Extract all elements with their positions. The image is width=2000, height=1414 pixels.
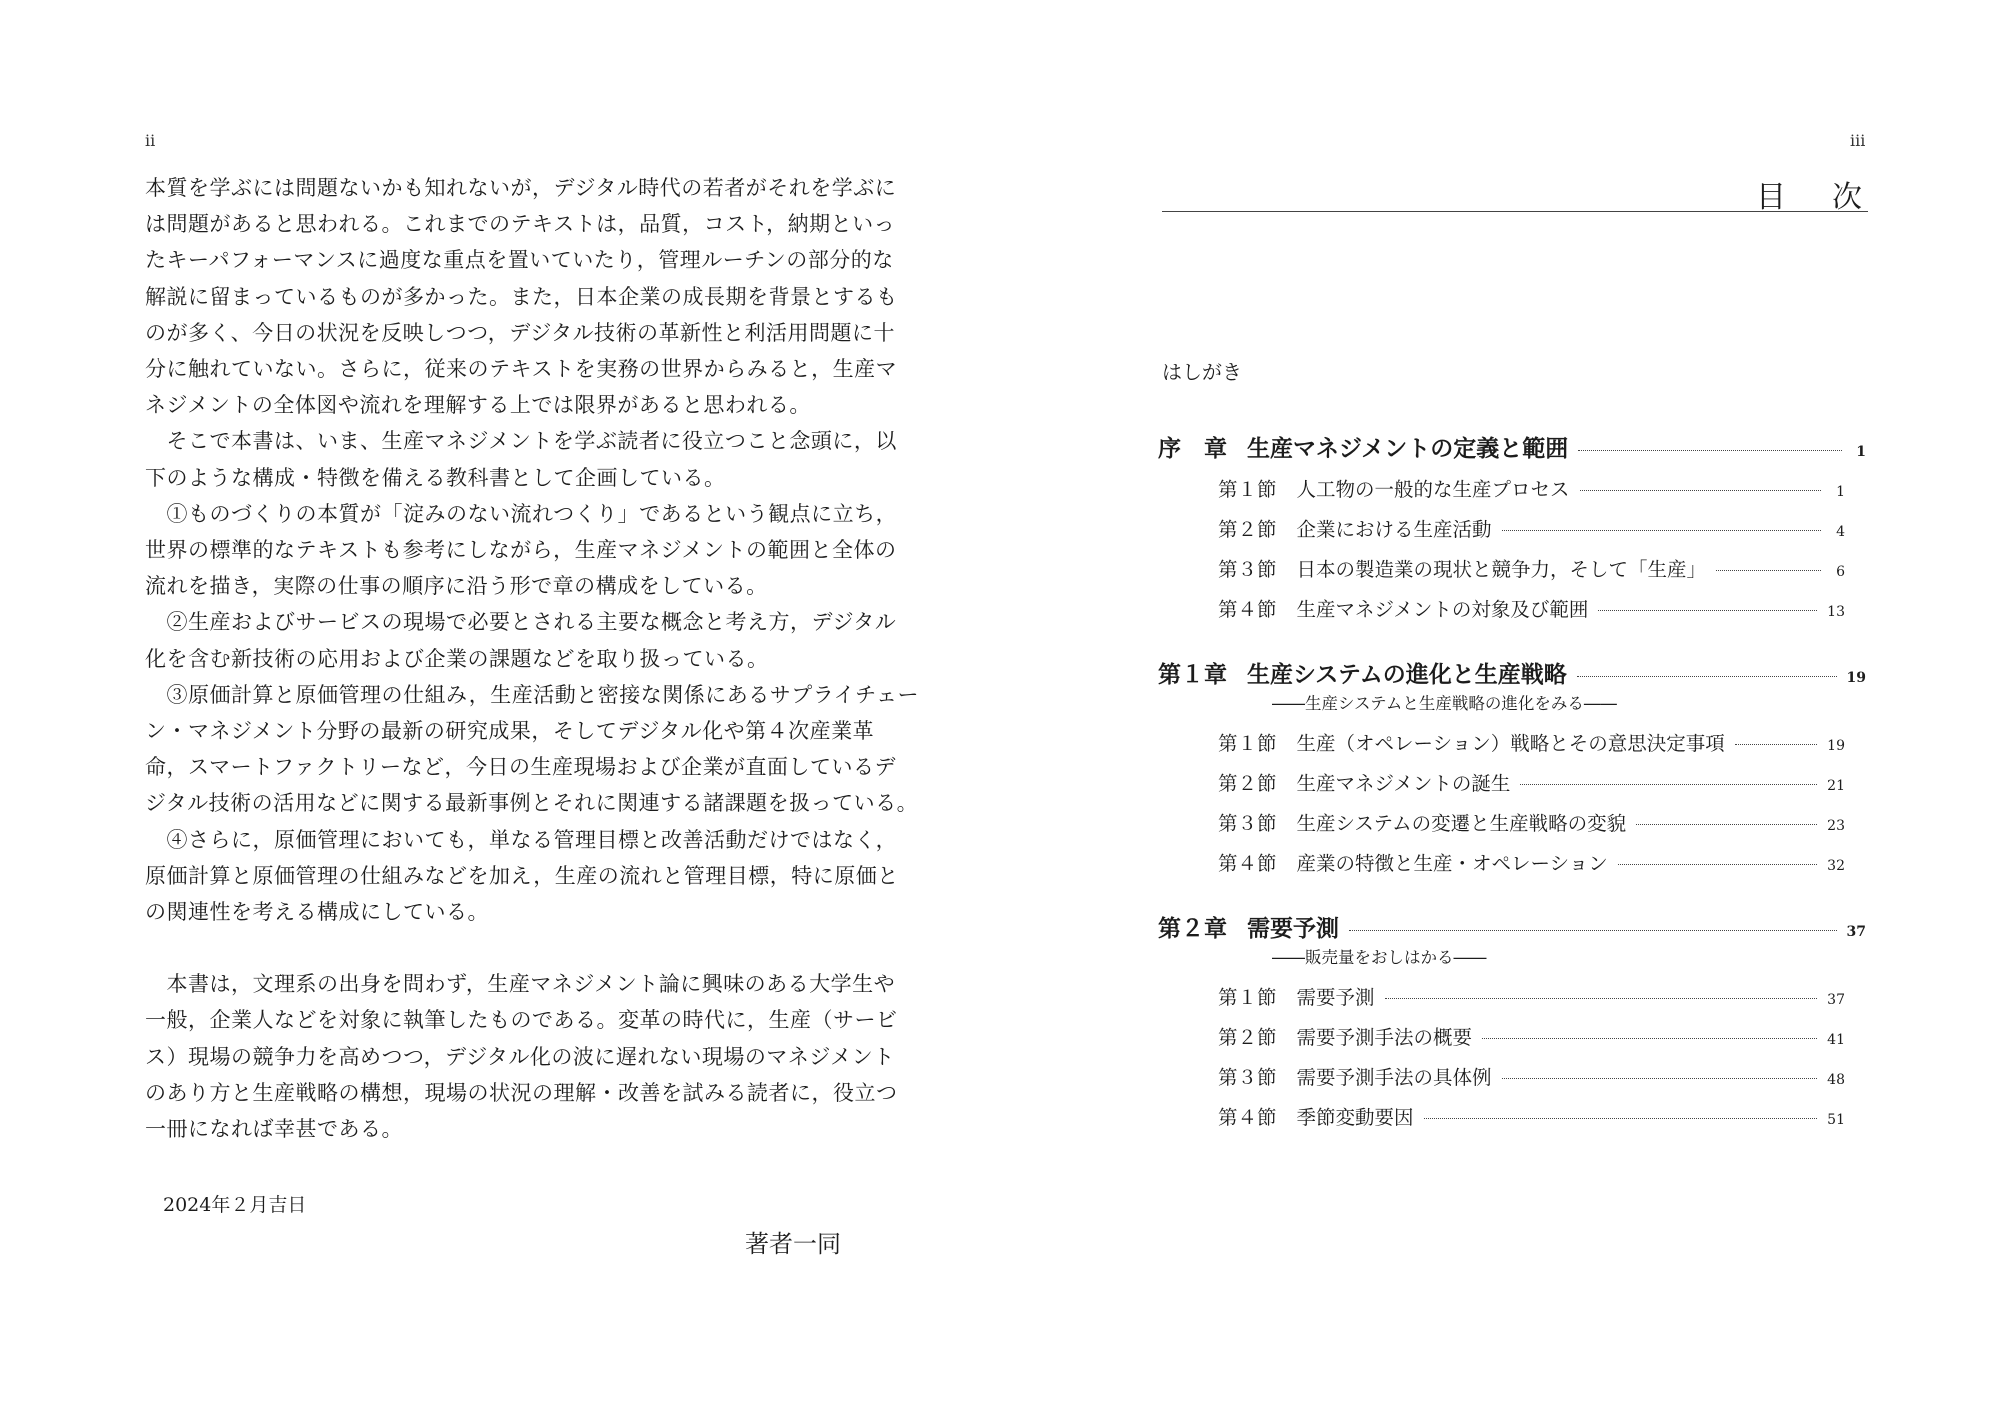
text-line: 本質を学ぶには問題ないかも知れないが，デジタル時代の若者がそれを学ぶに bbox=[145, 176, 897, 200]
toc-section[interactable] bbox=[1218, 474, 1845, 502]
dot-leader bbox=[1580, 490, 1821, 491]
section-title: 日本の製造業の現状と競争力，そして「生産」 bbox=[1296, 558, 1707, 581]
text-line: のが多く、今日の状況を反映しつつ，デジタル技術の革新性と利活用問題に十 bbox=[145, 320, 895, 345]
text-line: ス）現場の競争力を高めつつ，デジタル化の波に遅れない現場のマネジメント bbox=[145, 1044, 895, 1069]
paragraph-1 bbox=[145, 170, 898, 423]
text-line: 原価計算と原価管理の仕組みなどを加え，生産の流れと管理目標，特に原価と bbox=[145, 863, 899, 888]
section-title: 産業の特徴と生産・オペレーション bbox=[1296, 852, 1608, 875]
section-page: 48 bbox=[1827, 1072, 1845, 1088]
section-number: 第１節 bbox=[1218, 478, 1277, 501]
toc-section[interactable] bbox=[1218, 1102, 1845, 1130]
text-line: ②生産およびサービスの現場で必要とされる主要な概念と考え方，デジタル bbox=[145, 610, 897, 635]
paragraph-2 bbox=[145, 423, 897, 495]
toc-section[interactable] bbox=[1218, 514, 1845, 542]
text-line: ③原価計算と原価管理の仕組み，生産活動と密接な関係にあるサプライチェー bbox=[145, 682, 919, 707]
dot-leader bbox=[1502, 530, 1821, 531]
preface-signature: 著者一同 bbox=[745, 1230, 841, 1258]
page-number-left: ii bbox=[145, 131, 156, 150]
text-line: 解説に留まっているものが多かった。また，日本企業の成長期を背景とするも bbox=[145, 284, 898, 309]
section-page: 37 bbox=[1827, 992, 1845, 1008]
text-line: のあり方と生産戦略の構想，現場の状況の理解・改善を試みる読者に，役立つ bbox=[145, 1080, 898, 1105]
section-page: 32 bbox=[1827, 858, 1845, 874]
dot-leader bbox=[1424, 1118, 1818, 1119]
toc-chapter-2[interactable] bbox=[1158, 910, 1866, 943]
text-line: そこで本書は、いま、生産マネジメントを学ぶ読者に役立つこと念頭に，以 bbox=[145, 429, 897, 454]
section-number: 第２節 bbox=[1218, 772, 1277, 795]
chapter-number: 第２章 bbox=[1158, 916, 1227, 942]
chapter-page: 19 bbox=[1846, 670, 1866, 686]
text-line: 本書は，文理系の出身を問わず，生産マネジメント論に興味のある大学生や bbox=[145, 972, 896, 997]
section-number: 第１節 bbox=[1218, 732, 1277, 755]
dot-leader bbox=[1716, 570, 1821, 571]
text-line: は問題があると思われる。これまでのテキストは，品質，コスト，納期といっ bbox=[145, 212, 896, 237]
text-line: ジタル技術の活用などに関する最新事例とそれに関連する諸課題を扱っている。 bbox=[145, 791, 919, 816]
section-number: 第３節 bbox=[1218, 812, 1277, 835]
section-page: 41 bbox=[1827, 1032, 1845, 1048]
section-number: 第４節 bbox=[1218, 1106, 1277, 1129]
toc-preface-entry[interactable]: はしがき bbox=[1162, 360, 1242, 384]
toc-chapter-0[interactable] bbox=[1158, 430, 1866, 463]
dot-leader bbox=[1598, 610, 1817, 611]
chapter-title: 需要予測 bbox=[1247, 916, 1339, 942]
dot-leader bbox=[1482, 1038, 1817, 1039]
preface-body bbox=[145, 170, 919, 1147]
page-number-right: iii bbox=[1850, 131, 1866, 150]
text-line: 下のような構成・特徴を備える教科書として企画している。 bbox=[145, 465, 726, 490]
section-page: 23 bbox=[1827, 818, 1845, 834]
text-line: ネジメントの全体図や流れを理解する上では限界があると思われる。 bbox=[145, 393, 811, 418]
toc-section[interactable] bbox=[1218, 848, 1845, 876]
text-line: 化を含む新技術の応用および企業の課題などを取り扱っている。 bbox=[145, 646, 769, 671]
dot-leader bbox=[1577, 676, 1837, 677]
dot-leader bbox=[1349, 930, 1837, 931]
chapter-title: 生産マネジメントの定義と範囲 bbox=[1247, 436, 1569, 462]
chapter-title: 生産システムの進化と生産戦略 bbox=[1247, 662, 1567, 688]
dot-leader bbox=[1385, 998, 1818, 999]
chapter-number: 序 章 bbox=[1158, 436, 1227, 462]
text-line: 分に触れていない。さらに，従来のテキストを実務の世界からみると，生産マ bbox=[145, 357, 898, 382]
paragraph-6 bbox=[145, 822, 899, 931]
dot-leader bbox=[1520, 784, 1817, 785]
section-page: 6 bbox=[1836, 564, 1845, 580]
toc-section[interactable] bbox=[1218, 728, 1845, 756]
section-number: 第４節 bbox=[1218, 852, 1277, 875]
section-page: 13 bbox=[1827, 604, 1845, 620]
section-title: 人工物の一般的な生産プロセス bbox=[1296, 478, 1570, 501]
section-title: 需要予測手法の具体例 bbox=[1296, 1066, 1492, 1089]
text-line: ④さらに，原価管理においても，単なる管理目標と改善活動だけではなく， bbox=[145, 827, 898, 852]
toc-section[interactable] bbox=[1218, 768, 1845, 796]
text-line: の関連性を考える構成にしている。 bbox=[145, 900, 489, 925]
section-title: 企業における生産活動 bbox=[1296, 518, 1492, 541]
chapter-page: 37 bbox=[1846, 924, 1866, 940]
text-line: 世界の標準的なテキストも参考にしながら，生産マネジメントの範囲と全体の bbox=[145, 538, 897, 563]
paragraph-5 bbox=[145, 677, 919, 822]
section-title: 生産システムの変遷と生産戦略の変貌 bbox=[1296, 812, 1627, 835]
section-page: 21 bbox=[1827, 778, 1845, 794]
section-page: 19 bbox=[1827, 738, 1845, 754]
chapter-subtitle: ――生産システムと生産戦略の進化をみる―― bbox=[1272, 694, 1617, 713]
dot-leader bbox=[1636, 824, 1817, 825]
text-line: ン・マネジメント分野の最新の研究成果，そしてデジタル化や第４次産業革 bbox=[145, 719, 875, 744]
text-line: 一冊になれば幸甚である。 bbox=[145, 1117, 403, 1142]
section-title: 生産マネジメントの誕生 bbox=[1296, 772, 1511, 795]
dot-leader bbox=[1618, 864, 1817, 865]
section-title: 生産（オペレーション）戦略とその意思決定事項 bbox=[1296, 732, 1725, 755]
chapter-page: 1 bbox=[1856, 444, 1866, 460]
toc-section[interactable] bbox=[1218, 808, 1845, 836]
text-line: ①ものづくりの本質が「淀みのない流れつくり」であるという観点に立ち， bbox=[145, 501, 898, 526]
section-number: 第２節 bbox=[1218, 1026, 1277, 1049]
dot-leader bbox=[1502, 1078, 1818, 1079]
toc-heading bbox=[1162, 172, 1908, 215]
section-page: 4 bbox=[1836, 524, 1845, 540]
section-page: 1 bbox=[1836, 484, 1845, 500]
section-number: 第３節 bbox=[1218, 1066, 1277, 1089]
dot-leader bbox=[1578, 450, 1842, 451]
toc-section[interactable] bbox=[1218, 554, 1845, 582]
toc-section[interactable] bbox=[1218, 1022, 1845, 1050]
preface-date: 2024年２月吉日 bbox=[163, 1194, 307, 1216]
text-line: 命，スマートファクトリーなど，今日の生産現場および企業が直面しているデ bbox=[145, 755, 897, 780]
text-line: 一般，企業人などを対象に執筆したものである。変革の時代に，生産（サービ bbox=[145, 1008, 898, 1033]
section-title: 季節変動要因 bbox=[1296, 1106, 1414, 1129]
toc-section[interactable] bbox=[1218, 982, 1845, 1010]
chapter-number: 第１章 bbox=[1158, 662, 1227, 688]
section-number: 第４節 bbox=[1218, 598, 1277, 621]
closing-paragraph bbox=[145, 966, 898, 1147]
toc-title: 目次 bbox=[1756, 180, 1908, 215]
paragraph-3 bbox=[145, 496, 898, 605]
section-number: 第３節 bbox=[1218, 558, 1277, 581]
section-number: 第１節 bbox=[1218, 986, 1277, 1009]
section-number: 第２節 bbox=[1218, 518, 1277, 541]
section-page: 51 bbox=[1827, 1112, 1845, 1128]
section-title: 需要予測 bbox=[1296, 986, 1375, 1009]
section-title: 生産マネジメントの対象及び範囲 bbox=[1296, 598, 1589, 621]
text-line: たキーパフォーマンスに過度な重点を置いていたり，管理ルーチンの部分的な bbox=[145, 248, 894, 273]
toc-section[interactable] bbox=[1218, 1062, 1845, 1090]
toc-chapter-1[interactable] bbox=[1158, 656, 1866, 689]
chapter-subtitle: ――販売量をおしはかる―― bbox=[1272, 948, 1487, 967]
section-title: 需要予測手法の概要 bbox=[1296, 1026, 1473, 1049]
text-line: 流れを描き，実際の仕事の順序に沿う形で章の構成をしている。 bbox=[145, 574, 768, 599]
dot-leader bbox=[1735, 744, 1817, 745]
paragraph-4 bbox=[145, 604, 897, 676]
toc-section[interactable] bbox=[1218, 594, 1845, 622]
